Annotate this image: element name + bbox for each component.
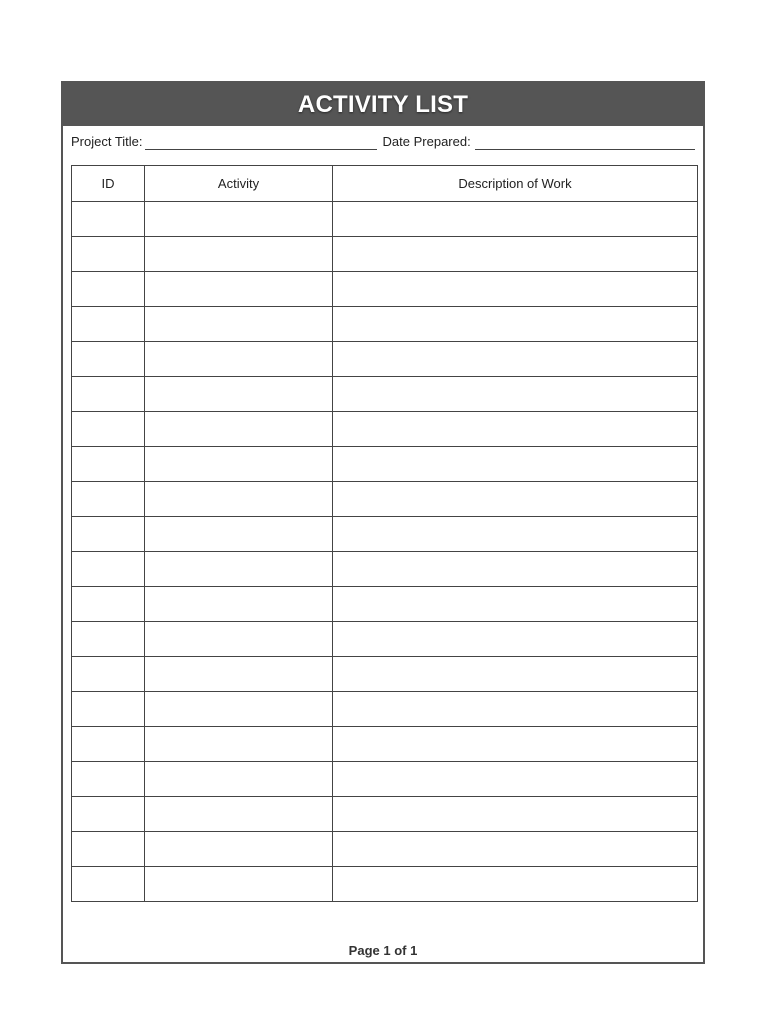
table-row xyxy=(72,342,698,377)
activity-cell[interactable] xyxy=(145,692,333,727)
id-cell[interactable] xyxy=(72,377,145,412)
table-row xyxy=(72,272,698,307)
table-row xyxy=(72,237,698,272)
page-number: Page 1 of 1 xyxy=(348,943,418,958)
description-cell[interactable] xyxy=(333,412,698,447)
date-prepared-label: Date Prepared: xyxy=(382,134,471,149)
project-title-field[interactable] xyxy=(145,135,377,150)
activity-cell[interactable] xyxy=(145,832,333,867)
table-row xyxy=(72,412,698,447)
id-cell[interactable] xyxy=(72,342,145,377)
column-header-id: ID xyxy=(72,166,145,202)
id-cell[interactable] xyxy=(72,867,145,902)
activity-cell[interactable] xyxy=(145,307,333,342)
activity-table xyxy=(71,165,698,902)
id-cell[interactable] xyxy=(72,307,145,342)
id-cell[interactable] xyxy=(72,657,145,692)
table-row xyxy=(72,202,698,237)
description-cell[interactable] xyxy=(333,272,698,307)
activity-cell[interactable] xyxy=(145,867,333,902)
date-prepared-field[interactable] xyxy=(475,135,695,150)
description-cell[interactable] xyxy=(333,517,698,552)
description-cell[interactable] xyxy=(333,832,698,867)
id-cell[interactable] xyxy=(72,202,145,237)
activity-cell[interactable] xyxy=(145,237,333,272)
activity-cell[interactable] xyxy=(145,482,333,517)
description-cell[interactable] xyxy=(333,657,698,692)
id-cell[interactable] xyxy=(72,552,145,587)
table-row xyxy=(72,692,698,727)
description-cell[interactable] xyxy=(333,867,698,902)
activity-cell[interactable] xyxy=(145,727,333,762)
table-row xyxy=(72,447,698,482)
id-cell[interactable] xyxy=(72,832,145,867)
id-cell[interactable] xyxy=(72,482,145,517)
description-cell[interactable] xyxy=(333,587,698,622)
table-row xyxy=(72,482,698,517)
description-cell[interactable] xyxy=(333,727,698,762)
column-header-description: Description of Work xyxy=(333,166,698,202)
activity-cell[interactable] xyxy=(145,517,333,552)
description-cell[interactable] xyxy=(333,622,698,657)
id-cell[interactable] xyxy=(72,622,145,657)
activity-cell[interactable] xyxy=(145,342,333,377)
activity-cell[interactable] xyxy=(145,797,333,832)
id-cell[interactable] xyxy=(72,517,145,552)
table-row xyxy=(72,797,698,832)
column-header-activity: Activity xyxy=(145,166,333,202)
table-row xyxy=(72,727,698,762)
table-row xyxy=(72,832,698,867)
activity-cell[interactable] xyxy=(145,622,333,657)
description-cell[interactable] xyxy=(333,202,698,237)
activity-list-form xyxy=(61,81,705,964)
activity-cell[interactable] xyxy=(145,202,333,237)
id-cell[interactable] xyxy=(72,587,145,622)
table-header-row xyxy=(72,166,698,202)
activity-cell[interactable] xyxy=(145,377,333,412)
description-cell[interactable] xyxy=(333,692,698,727)
id-cell[interactable] xyxy=(72,797,145,832)
table-row xyxy=(72,622,698,657)
description-cell[interactable] xyxy=(333,377,698,412)
table-row xyxy=(72,657,698,692)
activity-cell[interactable] xyxy=(145,657,333,692)
id-cell[interactable] xyxy=(72,447,145,482)
id-cell[interactable] xyxy=(72,692,145,727)
id-cell[interactable] xyxy=(72,272,145,307)
description-cell[interactable] xyxy=(333,797,698,832)
table-row xyxy=(72,517,698,552)
activity-cell[interactable] xyxy=(145,762,333,797)
table-row xyxy=(72,552,698,587)
id-cell[interactable] xyxy=(72,727,145,762)
meta-row xyxy=(71,130,695,150)
activity-cell[interactable] xyxy=(145,272,333,307)
description-cell[interactable] xyxy=(333,482,698,517)
activity-cell[interactable] xyxy=(145,552,333,587)
form-title: ACTIVITY LIST xyxy=(297,90,469,118)
table-row xyxy=(72,377,698,412)
table-row xyxy=(72,867,698,902)
id-cell[interactable] xyxy=(72,762,145,797)
title-bar xyxy=(63,83,703,126)
description-cell[interactable] xyxy=(333,237,698,272)
description-cell[interactable] xyxy=(333,762,698,797)
table-body xyxy=(72,202,698,902)
description-cell[interactable] xyxy=(333,552,698,587)
activity-cell[interactable] xyxy=(145,412,333,447)
id-cell[interactable] xyxy=(72,412,145,447)
table-row xyxy=(72,762,698,797)
activity-cell[interactable] xyxy=(145,447,333,482)
description-cell[interactable] xyxy=(333,307,698,342)
description-cell[interactable] xyxy=(333,447,698,482)
project-title-label: Project Title: xyxy=(71,134,143,149)
id-cell[interactable] xyxy=(72,237,145,272)
activity-cell[interactable] xyxy=(145,587,333,622)
description-cell[interactable] xyxy=(333,342,698,377)
table-row xyxy=(72,587,698,622)
table-row xyxy=(72,307,698,342)
